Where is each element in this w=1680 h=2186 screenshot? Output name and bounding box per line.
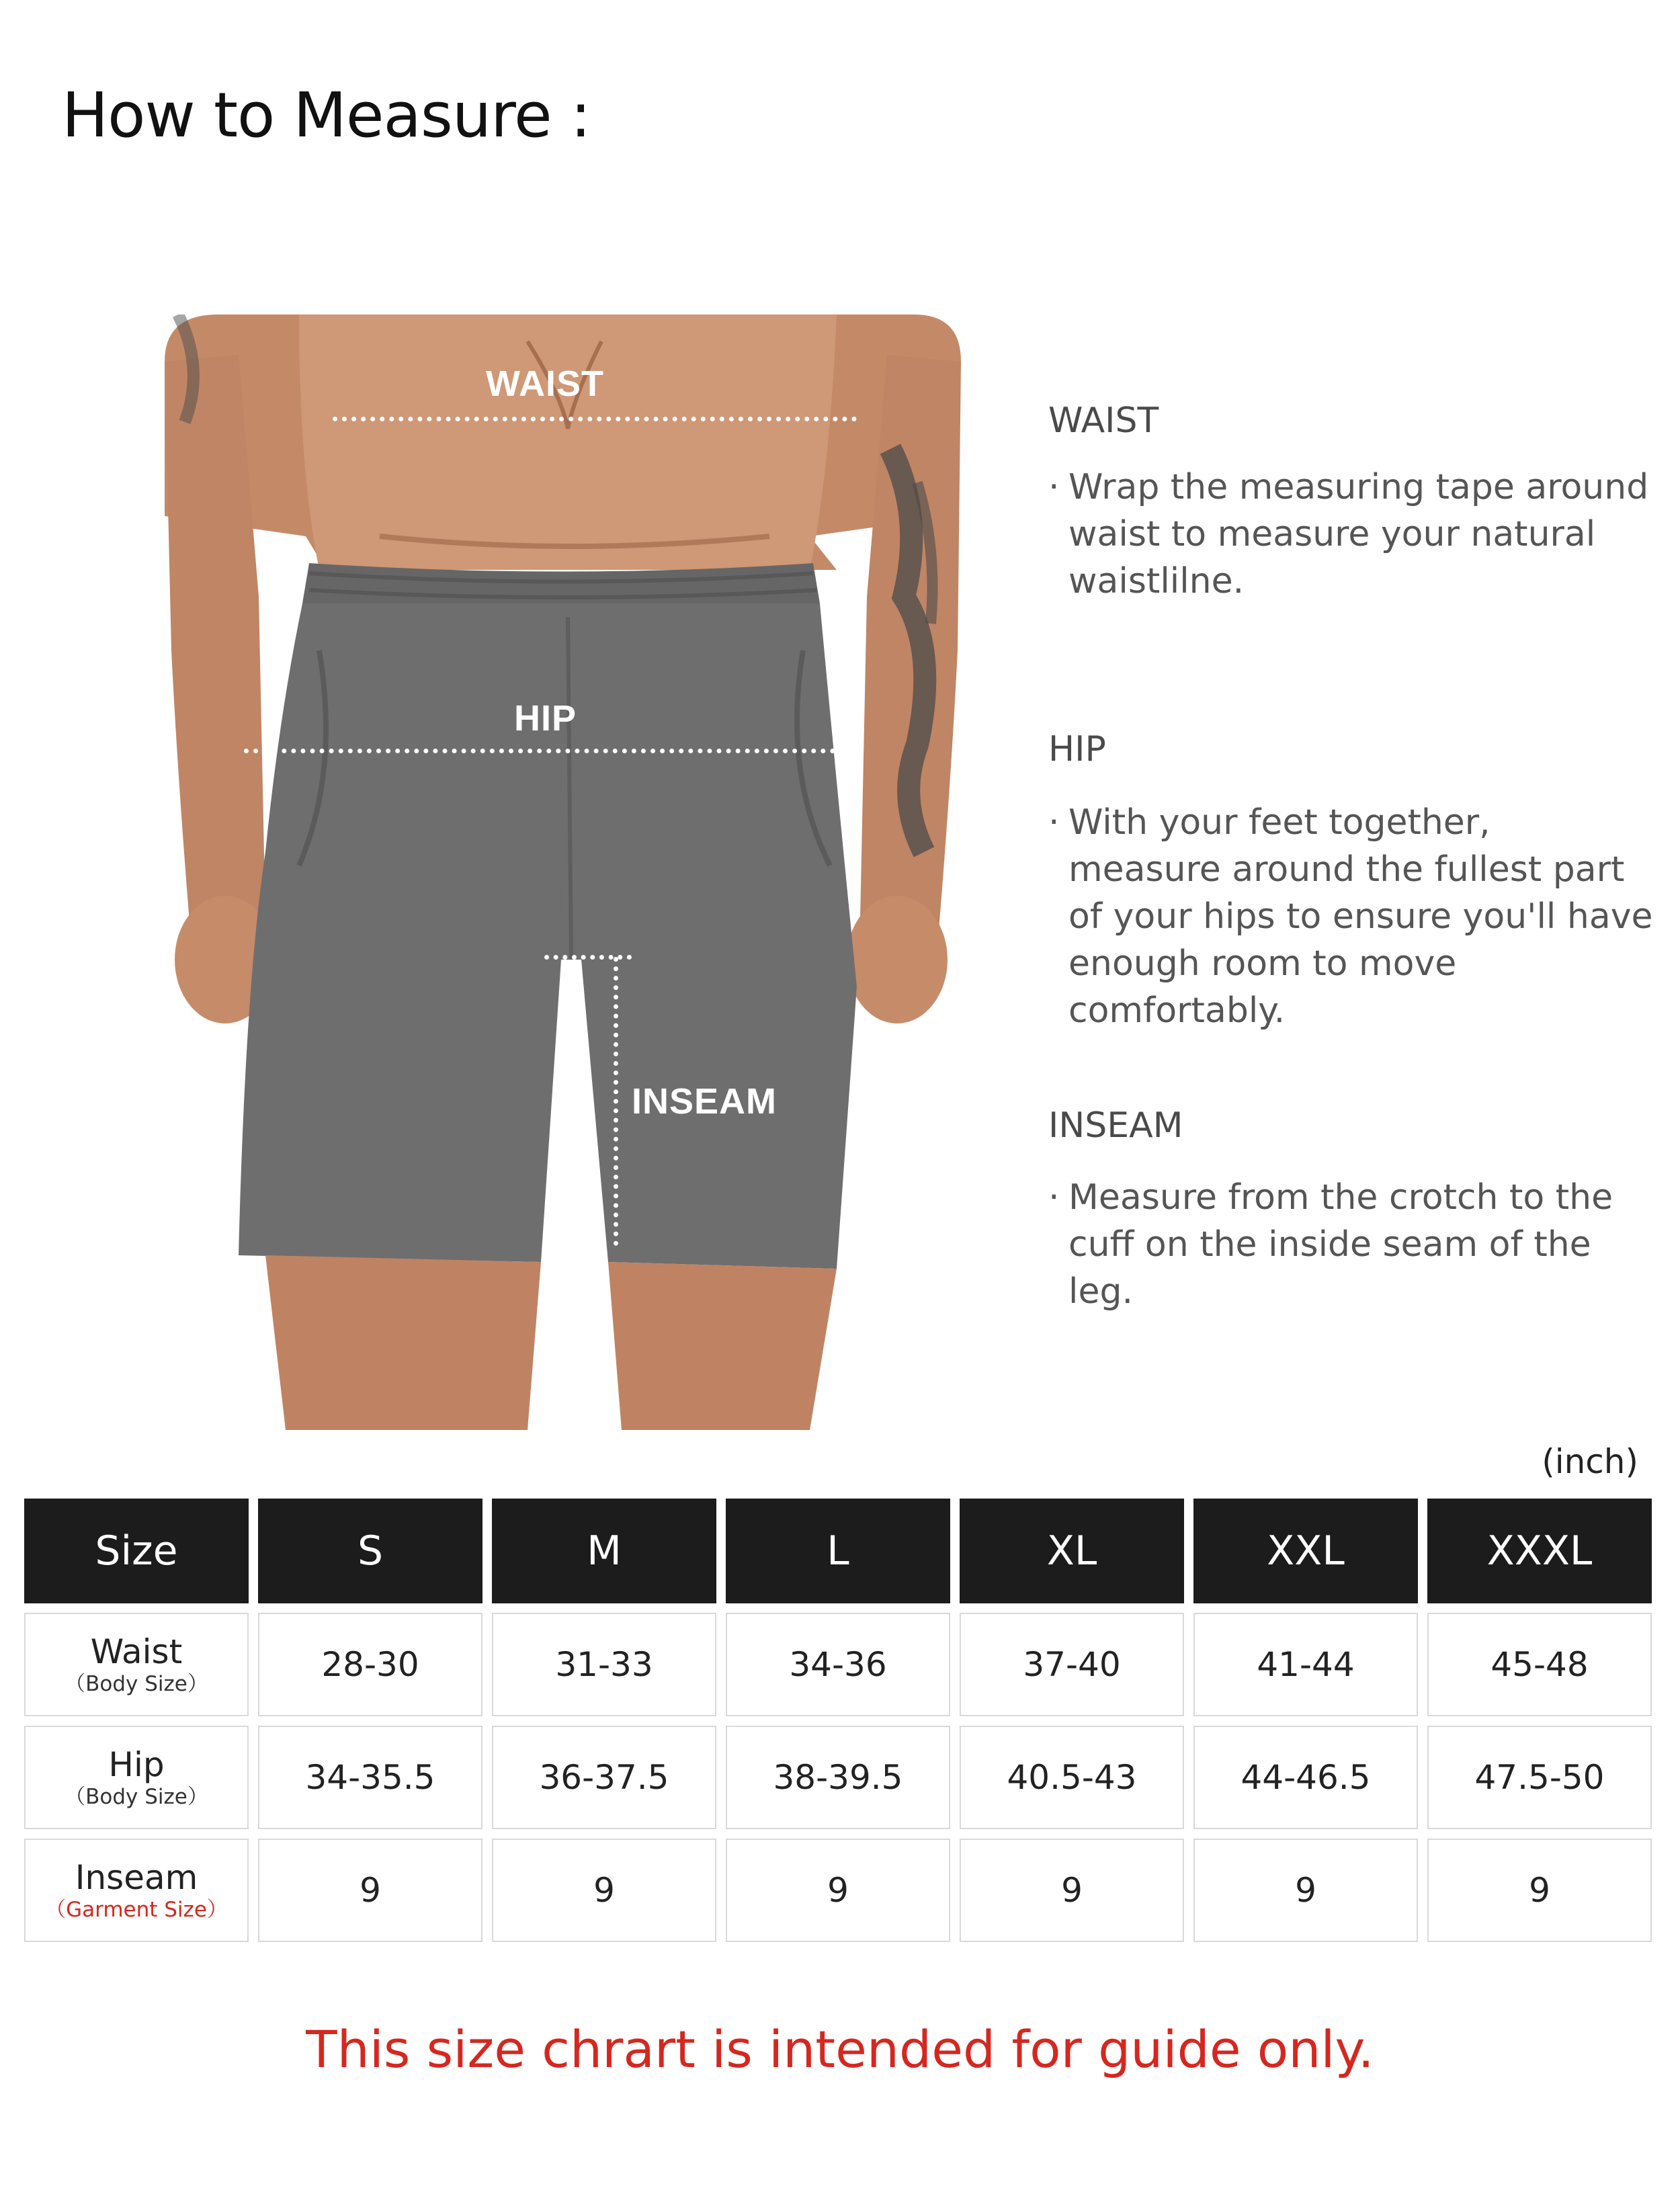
row-label: Hip — [108, 1745, 165, 1784]
bullet-dot: · — [1048, 467, 1060, 507]
table-cell: 9 — [1427, 1839, 1652, 1942]
table-header-m: M — [492, 1499, 716, 1603]
instruction-body: Measure from the crotch to the cuff on the inside seam of the leg. — [1068, 1177, 1613, 1312]
table-cell: 9 — [492, 1839, 716, 1942]
left-leg — [265, 1255, 541, 1430]
table-cell: 41-44 — [1193, 1613, 1418, 1716]
inseam-label: INSEAM — [632, 1081, 778, 1122]
instruction-inseam — [1048, 1105, 1653, 1315]
table-cell: 47.5-50 — [1427, 1726, 1652, 1829]
table-header-l: L — [726, 1499, 950, 1603]
instruction-text — [1048, 799, 1653, 1034]
table-cell: 28-30 — [258, 1613, 482, 1716]
table-cell: 36-37.5 — [492, 1726, 716, 1829]
table-cell: 9 — [726, 1839, 950, 1942]
table-cell: 9 — [1193, 1839, 1418, 1942]
row-label-inseam — [24, 1839, 249, 1942]
table-cell: 34-35.5 — [258, 1726, 482, 1829]
table-cell: 37-40 — [960, 1613, 1184, 1716]
row-sublabel: （Garment Size） — [45, 1898, 228, 1922]
waist-dotted-line — [333, 417, 857, 421]
table-cell: 31-33 — [492, 1613, 716, 1716]
instruction-heading: INSEAM — [1048, 1105, 1183, 1146]
table-cell: 38-39.5 — [726, 1726, 950, 1829]
table-header-xl: XL — [960, 1499, 1184, 1603]
row-label-hip — [24, 1726, 249, 1829]
table-header-xxl: XXL — [1193, 1499, 1418, 1603]
right-hand — [847, 896, 948, 1023]
model-figure — [165, 314, 961, 1430]
inseam-dotted-line-top — [544, 955, 632, 960]
inseam-dotted-line — [614, 957, 618, 1246]
row-label: Waist — [90, 1632, 183, 1671]
page-title: How to Measure : — [62, 79, 591, 151]
bullet-dot: · — [1048, 1177, 1060, 1218]
table-header-xxxl: XXXL — [1427, 1499, 1652, 1603]
instruction-hip — [1048, 729, 1653, 1034]
row-sublabel: （Body Size） — [65, 1785, 208, 1809]
disclaimer: This size chrart is intended for guide only. — [306, 2019, 1374, 2079]
table-cell: 40.5-43 — [960, 1726, 1184, 1829]
instruction-waist — [1048, 401, 1653, 605]
table-header-s: S — [258, 1499, 482, 1603]
table-cell: 34-36 — [726, 1613, 950, 1716]
instruction-body: With your feet together, measure around the fullest part of your hips to ensure you'll have enough room to move comfortably. — [1068, 802, 1653, 1031]
bullet-dot: · — [1048, 802, 1060, 843]
unit-label: (inch) — [1542, 1442, 1638, 1481]
row-sublabel: （Body Size） — [65, 1672, 208, 1696]
table-cell: 44-46.5 — [1193, 1726, 1418, 1829]
size-chart-table — [24, 1499, 1652, 1942]
instruction-text — [1048, 1174, 1653, 1315]
instruction-body: Wrap the measuring tape around waist to measure your natural waistlilne. — [1068, 467, 1649, 601]
table-cell: 45-48 — [1427, 1613, 1652, 1716]
hip-dotted-line — [244, 749, 835, 753]
instruction-text — [1048, 464, 1653, 605]
table-cell: 9 — [258, 1839, 482, 1942]
waistband — [302, 563, 820, 610]
row-label-waist — [24, 1613, 249, 1716]
hip-label: HIP — [514, 698, 577, 739]
model-photo — [165, 314, 961, 1430]
instruction-heading: WAIST — [1048, 401, 1159, 441]
waist-label: WAIST — [486, 364, 604, 404]
table-cell: 9 — [960, 1839, 1184, 1942]
right-leg — [608, 1262, 837, 1430]
instruction-heading: HIP — [1048, 729, 1106, 769]
table-header-size: Size — [24, 1499, 249, 1603]
row-label: Inseam — [75, 1858, 198, 1897]
